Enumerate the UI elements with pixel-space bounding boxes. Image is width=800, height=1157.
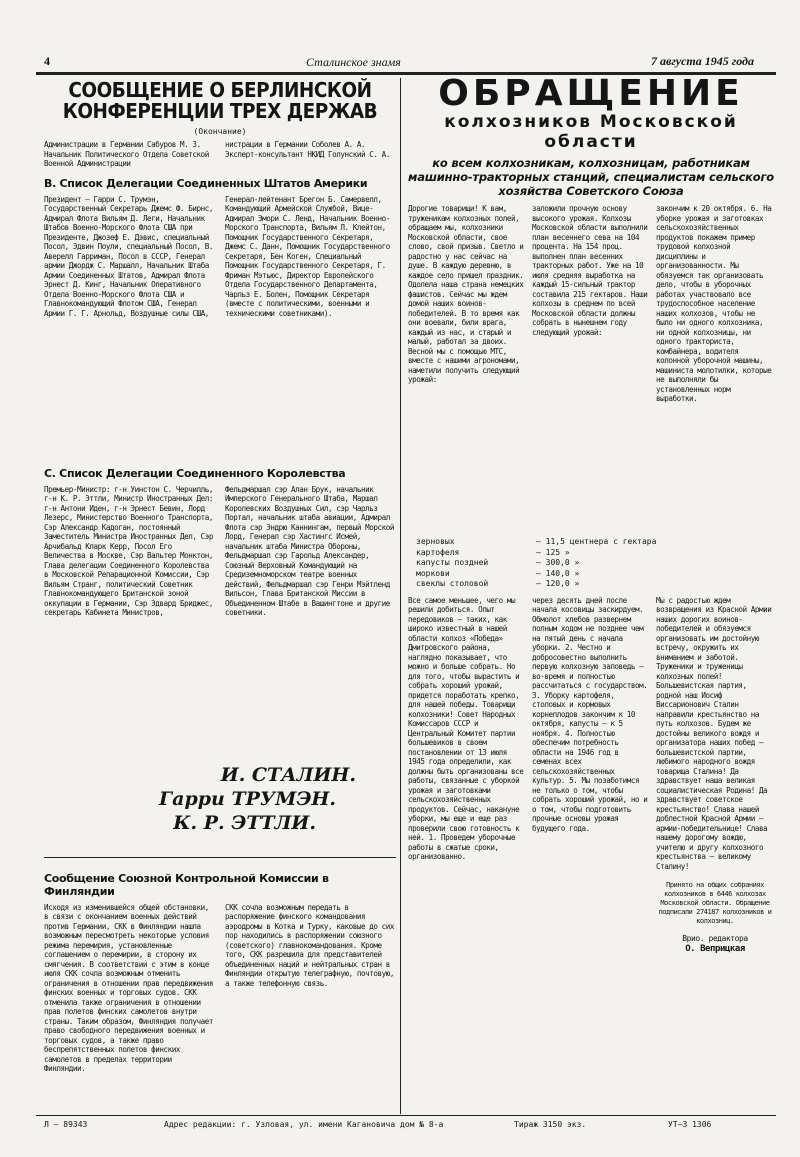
masthead	[36, 52, 776, 74]
left-column	[44, 80, 396, 1131]
appeal-col-3: закончим к 20 октября. 6. На уборке урожая и заготовках сельскохозяйственных продуктов покажем пример трудовой колхозной дисциплины и организованности. Мы обязуемся так организовать дело, чтобы в уборочных работах участвовало все трудоспособное население наших колхозов, чтобы не было ни одного колхозника, ни одной колхозницы, ни одного тракториста, комбайнера, водителя колонной уборочной машины, машиниста молотилки, которые не выполняли бы установленных норм выработки.	[656, 204, 772, 403]
editorial-address: Адрес редакции: г. Узловая, ул. имени Кагановича дом № 8-а	[164, 1120, 444, 1129]
crop-yield-table	[416, 537, 774, 590]
appeal-col-3b: Мы с радостью ждем возвращения из Красной Армии наших дорогих воинов-победителей и обязуемся организовать им достойную встречу, окружить их вниманием и заботой. Труженики и труженицы колхозных полей! Большевистская партия, родной наш Иосиф Виссарионович Сталин направили крестьянство на путь колхозов. Будем же достойны великого вождя и организатора наших побед — большевистской партии, любимого народного вождя товарища Сталина! Да здравствует наша великая социалистическая Родина! Да здравствует советское крестьянство! Слава нашей доблестной Красной Армии — армии-победительнице! Слава нашему дорогому вождю, учителю и другу колхозного крестьянства — великому Сталину!	[656, 595, 772, 871]
appeal-col-1: Дорогие товарищи! К вам, труженикам колхозных полей, обращаем мы, колхозники Московской области, свое слово, свой призыв. Светло и радостно у нас сейчас на душе. В каждую деревню, в каждое село пришел праздник. Одолела наша страна немецких фашистов. Сейчас мы ждем домой наших воинов-победителей. В то время как они воевали, били врага, каждый из нас, и старый и малый, работал за двоих. Весной мы с помощью МТС, вместе с нашими агрономами, наметили получить следующий урожай:	[408, 204, 524, 384]
intro-col-2: нистрации в Германии Соболев А. А. Эксперт-консультант НКИД Голунский С. А.	[225, 140, 390, 159]
editor-name: О. Веприцкая	[685, 943, 745, 954]
crop-row: свеклы столовой — 120,0 »	[416, 579, 580, 588]
right-column	[408, 73, 774, 1036]
paper-name: Сталинское знамя	[306, 55, 401, 69]
circulation: Тираж 3150 экз.	[514, 1120, 587, 1129]
column-divider	[400, 78, 401, 1114]
editor-label: Врио. редактора	[682, 934, 748, 943]
finland-col-1: Исходя из изменившейся общей обстановки, в связи с окончанием военных действий против Германии, СКК в Финляндии нашла возможным пересмотреть некоторые условия режима перемирия, установленные соглашением о перемирии, в сторону их смягчения. В соответствии с этим в конце июля СКК сочла возможным отменить ограничения в отношении прав передвижения финских военных и торговых судов. СКК отменила также ограничения в отношении прав полетов финских самолетов внутри страны. Таким образом, Финляндия получает право свободного передвижения военных и торговых судов, а также право беспрепятственных полетов финских самолетов в пределах территории Финляндии.	[44, 902, 213, 1073]
editor-block	[656, 934, 774, 954]
ut-code: УТ—3 1306	[668, 1120, 712, 1129]
adoption-note: Принято на общих собраниях колхозников в 6446 колхозах Московской области. Обращение подписали 274187 колхозников и колхозниц.	[658, 881, 772, 925]
berlin-conference-headline: СООБЩЕНИЕ О БЕРЛИНСКОЙ КОНФЕРЕНЦИИ ТРЕХ ДЕРЖАВ	[62, 78, 378, 123]
newspaper-page	[36, 52, 776, 1142]
continuation-note: (Окончание)	[193, 127, 247, 136]
crop-row: картофеля — 125 »	[416, 547, 570, 557]
crop-row: капусты поздней — 300,0 »	[416, 558, 580, 567]
appeal-title: ОБРАЩЕНИЕ	[438, 73, 744, 114]
uk-col-2: Фельдмаршал сэр Алан Брук, начальник Имперского Генерального Штаба, Маршал Королевских Воздушных Сил, сэр Чарльз Портал, начальник штаба авиации, Адмирал Флота сэр Эндрю Каннингам, первый Морской Лорд, Генерал сэр Хастингс Исмей, начальник штаба Министра Обороны, Фельдмаршал сэр Гарольд Александер, Союзный Верховный Командующий на Средиземноморском театре военных действий, Фельдмаршал сэр Генри Мэйтленд Вильсон, Глава Британской Миссии в Объединенном Штабе в Вашингтоне и другие советники.	[225, 484, 394, 617]
page-number: 4	[44, 54, 50, 68]
signature-attlee: К. Р. ЭТТЛИ.	[173, 811, 316, 834]
crop-row: моркови — 140,0 »	[416, 568, 580, 578]
finland-col-2: СКК сочла возможным передать в распоряжение финского командования аэродромы в Котка и Турку, каковые до сих пор находились в распоряжении союзного (советского) главнокомандования. Кроме того, СКК разрешила для представителей объединенных наций и нейтральных стран в Финляндии открытую телеграфную, почтовую, а также телефонную связь.	[225, 902, 394, 988]
appeal-subtitle: колхозников Московской области	[444, 112, 738, 152]
issue-date: 7 августа 1945 года	[650, 54, 754, 68]
finland-commission-heading: Сообщение Союзной Контрольной Комиссии в Финляндии	[44, 871, 329, 898]
appeal-body-bottom	[408, 596, 774, 1036]
signature-stalin: И. СТАЛИН.	[220, 763, 356, 786]
uk-delegation-list	[44, 485, 396, 751]
usa-col-1: Президент — Гарри С. Трумэн, Государственный Секретарь Джемс Ф. Бирнс, Адмирал Флота Вильям Д. Леги, Начальник Штабов Военно-Морского Флота США при Президенте, Джозеф Е. Дэвис, специальный Посол, Эдвин Поули, специальный Посол, В. Аверелл Гарриман, Посол в СССР, Генерал армии Джордж С. Маршалл, Начальник Штаба Армии Соединенных Штатов, Адмирал Флота Эрнест Д. Кинг, Начальник Оперативного Отдела Военно-Морского Флота США и Главнокомандующий Флотом США, Генерал Армии Г. Г. Арнольд, Воздушные силы США,	[44, 194, 213, 318]
intro-block	[44, 140, 396, 169]
finland-section-rule	[44, 857, 396, 858]
signature-truman: Гарри ТРУМЭН.	[159, 787, 336, 810]
appeal-col-2: заложили прочную основу высокого урожая. Колхозы Московской области выполнили план весеннего сева на 104 процента. На 154 проц. выполнен план весенних тракторных работ. Уже на 10 июля средняя выработка на каждый 15-сильный трактор составила 215 гектаров. Наши колхозы в среднем по всей Московской области должны собрать в нынешнем году следующий урожай:	[532, 204, 648, 337]
uk-col-1: Премьер-Министр: г-н Уинстон С. Черчилль, г-н К. Р. Эттли, Министр Иностранных Дел: г-н Антони Иден, г-н Эрнест Бевин, Лорд Лезерс, Министерство Военного Транспорта, Сэр Александр Кадоган, постоянный Заместитель Министра Иностранных Дел, Сэр Арчибальд Кларк Керр, Посол Его Величества в Москве, Сэр Вальтер Монктон, Глава делегации Соединенного Королевства в Московской Репарационной Комиссии, Сэр Вильям Странг, политический Советник Главнокомандующего Британской зоной оккупации в Германии, Сэр Эдвард Бриджес, секретарь Кабинета Министров,	[44, 484, 213, 617]
usa-delegation-heading: В. Список Делегации Соединенных Штатов Америки	[44, 176, 368, 190]
appeal-col-1b: Все самое меньшее, чего мы решили добиться. Опыт передовиков — таких, как широко известный в нашей области колхоз «Победа» Дмитровского района, наглядно показывает, что можно и больше собрать. Но для того, чтобы вырастить и собрать хороший урожай, придется поработать крепко, для нашей победы. Товарищи колхозники! Совет Народных Комиссаров СССР и Центральный Комитет партии большевиков в своем постановлении от 13 июля 1945 года определили, как должны быть организованы все работы, связанные с уборкой урожая и заготовками сельскохозяйственных продуктов. Сейчас, накануне уборки, мы еще и еще раз проверили свою готовность к ней. 1. Проведем уборочные работы в сжатые сроки, организованно.	[408, 595, 524, 861]
usa-col-2: Генерал-лейтенант Брегон Б. Самервелл, Командующий Армейской Службой, Вице-Адмирал Эмори С. Ленд, Начальник Военно-Морского Транспорта, Вильям Л. Клейтон, Помощник Государственного Секретаря, Джемс С. Данн, Помощник Государственного Секретаря, Бен Коген, Специальный Помощник Государственного Секретаря, Г. Фриман Мэтьюс, Директор Европейского Отдела Государственного Департамента, Чарльз Е. Болен, Помощник Секретаря (вместе с политическими, военными и техническими советниками).	[225, 194, 390, 318]
appeal-body-top	[408, 204, 774, 534]
signatures	[44, 763, 396, 835]
appeal-col-2b: через десять дней после начала косовицы заскирдуем. Обмолот хлебов развернем полным ходом не позднее чем на пятый день с начала уборки. 2. Честно и добросовестно выполнить первую колхозную заповедь — во-время и полностью рассчитаться с государством. 3. Уборку картофеля, столовых и кормовых корнеплодов закончим к 10 октября, капусты — к 5 ноября. 4. Полностью обеспечим потребность области на 1946 год в семенах всех сельскохозяйственных культур. 5. Мы позаботимся не только о том, чтобы собрать хороший урожай, но и о том, чтобы подготовить прочные основы урожая будущего года.	[532, 595, 648, 833]
finland-commission-body	[44, 903, 396, 1131]
print-code: Л — 89343	[44, 1120, 88, 1129]
uk-delegation-heading: С. Список Делегации Соединенного Королевства	[44, 466, 346, 480]
appeal-dek: ко всем колхозникам, колхозницам, работникам машинно-тракторных станций, специалистам сельского хозяйства Советского Союза	[408, 156, 774, 198]
appeal-col-3b-wrap	[656, 596, 774, 1036]
crop-row: зерновых — 11,5 центнера с гектара	[416, 537, 657, 546]
usa-delegation-list	[44, 195, 396, 459]
intro-col-1: Администрации в Германии Сабуров М. З. Начальник Политического Отдела Советской Военной Администрации	[44, 140, 209, 168]
